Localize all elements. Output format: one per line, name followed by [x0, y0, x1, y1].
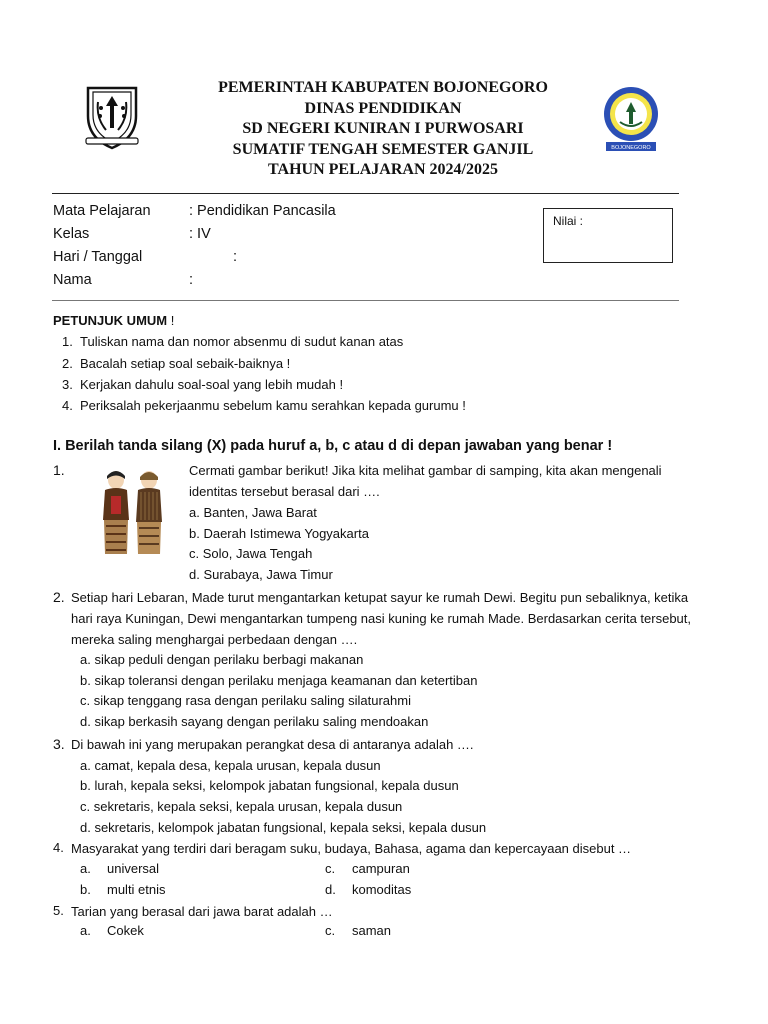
- question-line: Setiap hari Lebaran, Made turut mengantarkan ketupat sayur ke rumah Dewi. Begitu pun sebaliknya, ketika: [71, 590, 689, 605]
- question-number: 5.: [53, 903, 64, 918]
- option-text: komoditas: [352, 882, 412, 897]
- answer-option[interactable]: d. sikap berkasih sayang dengan perilaku saling mendoakan: [80, 714, 429, 729]
- instruction-number: 2.: [62, 356, 73, 371]
- question-text: Tarian yang berasal dari jawa barat adalah …: [71, 904, 333, 919]
- instructions-title-mark: !: [170, 313, 175, 328]
- header-divider: [52, 193, 679, 194]
- document-header: [182, 78, 584, 181]
- question-text: [71, 587, 691, 650]
- answer-option[interactable]: a. camat, kepala desa, kepala urusan, kepala dusun: [80, 758, 381, 773]
- question-line: mereka saling menghargai perbedaan dengan ….: [71, 632, 358, 647]
- info-row-date: [53, 248, 237, 266]
- option-letter: a.: [80, 923, 91, 938]
- header-line-year: TAHUN PELAJARAN 2024/2025: [268, 161, 498, 178]
- instruction-item: [62, 334, 403, 350]
- instruction-number: 3.: [62, 377, 73, 392]
- option-text: Cokek: [107, 923, 144, 938]
- answer-option[interactable]: [325, 882, 411, 898]
- header-line-department: DINAS PENDIDIKAN: [304, 99, 462, 117]
- answer-option[interactable]: [325, 923, 391, 939]
- option-letter: d.: [325, 882, 336, 897]
- instructions-title-text: PETUNJUK UMUM: [53, 313, 168, 328]
- instruction-number: 1.: [62, 334, 73, 349]
- class-value: : IV: [189, 226, 211, 242]
- name-value: :: [189, 272, 194, 288]
- header-line-exam: SUMATIF TENGAH SEMESTER GANJIL: [232, 140, 534, 158]
- instruction-text: Kerjakan dahulu soal-soal yang lebih mudah !: [80, 377, 344, 392]
- header-line-government: PEMERINTAH KABUPATEN BOJONEGORO: [218, 79, 548, 96]
- question-number: 3.: [53, 736, 65, 752]
- instruction-text: Periksalah pekerjaanmu sebelum kamu serahkan kepada gurumu !: [80, 398, 466, 413]
- section-title: I. Berilah tanda silang (X) pada huruf a, b, c atau d di depan jawaban yang benar !: [53, 438, 613, 454]
- badge-caption: BOJONEGORO: [611, 145, 651, 151]
- option-text: campuran: [352, 861, 410, 876]
- answer-option[interactable]: [80, 923, 144, 939]
- question-number: 4.: [53, 840, 64, 855]
- option-letter: c.: [325, 861, 336, 876]
- question-text: Masyarakat yang terdiri dari beragam suku, budaya, Bahasa, agama dan kepercayaan disebut …: [71, 841, 632, 856]
- instruction-text: Bacalah setiap soal sebaik-baiknya !: [80, 356, 291, 371]
- score-box: [543, 208, 673, 263]
- answer-option[interactable]: [80, 861, 159, 877]
- javanese-traditional-costume-illustration: [97, 468, 169, 560]
- instruction-item: [62, 356, 290, 372]
- question-line: Cermati gambar berikut! Jika kita melihat gambar di samping, kita akan mengenali: [189, 463, 662, 478]
- instruction-number: 4.: [62, 398, 73, 413]
- instructions-title: [53, 313, 174, 328]
- answer-option[interactable]: c. sikap tenggang rasa dengan perilaku saling silaturahmi: [80, 693, 411, 708]
- class-label: Kelas: [53, 226, 90, 242]
- question-line: hari raya Kuningan, Dewi mengantarkan tumpeng nasi kuning ke rumah Made. Berdasarkan cerita tersebut,: [71, 611, 692, 626]
- subject-value: : Pendidikan Pancasila: [189, 203, 336, 219]
- subject-label: Mata Pelajaran: [53, 203, 151, 219]
- question-number: 2.: [53, 589, 65, 605]
- option-text: universal: [107, 861, 160, 876]
- score-label: Nilai :: [553, 214, 584, 228]
- answer-option[interactable]: b. Daerah Istimewa Yogyakarta: [189, 526, 369, 541]
- bojonegoro-emblem-logo: [80, 82, 144, 152]
- info-row-subject: [53, 202, 336, 220]
- school-badge-logo: [600, 82, 662, 154]
- answer-option[interactable]: d. Surabaya, Jawa Timur: [189, 567, 333, 582]
- answer-option[interactable]: [325, 861, 410, 877]
- question-text: Di bawah ini yang merupakan perangkat desa di antaranya adalah ….: [71, 737, 474, 752]
- instruction-item: [62, 377, 343, 393]
- instruction-item: [62, 398, 466, 414]
- answer-option[interactable]: c. sekretaris, kepala seksi, kepala urusan, kepala dusun: [80, 799, 403, 814]
- answer-option[interactable]: a. sikap peduli dengan perilaku berbagi makanan: [80, 652, 364, 667]
- answer-option[interactable]: b. lurah, kepala seksi, kelompok jabatan fungsional, kepala dusun: [80, 778, 459, 793]
- option-letter: a.: [80, 861, 91, 876]
- option-text: saman: [352, 923, 392, 938]
- date-label: Hari / Tanggal: [53, 249, 143, 265]
- answer-option[interactable]: d. sekretaris, kelompok jabatan fungsional, kepala seksi, kepala dusun: [80, 820, 487, 835]
- option-text: multi etnis: [107, 882, 166, 897]
- question-number: 1.: [53, 462, 65, 478]
- info-row-name: [53, 271, 193, 289]
- name-label: Nama: [53, 272, 92, 288]
- option-letter: b.: [80, 882, 91, 897]
- option-letter: c.: [325, 923, 336, 938]
- header-line-school: SD NEGERI KUNIRAN I PURWOSARI: [242, 120, 524, 137]
- date-value: :: [233, 249, 238, 265]
- answer-option[interactable]: [80, 882, 166, 898]
- question-text: [189, 460, 662, 502]
- answer-option[interactable]: a. Banten, Jawa Barat: [189, 505, 317, 520]
- info-row-class: [53, 225, 211, 243]
- answer-option[interactable]: b. sikap toleransi dengan perilaku menjaga keamanan dan ketertiban: [80, 673, 478, 688]
- instruction-text: Tuliskan nama dan nomor absenmu di sudut kanan atas: [80, 334, 404, 349]
- answer-option[interactable]: c. Solo, Jawa Tengah: [189, 546, 313, 561]
- info-divider: [52, 300, 679, 301]
- question-line: identitas tersebut berasal dari ….: [189, 484, 380, 499]
